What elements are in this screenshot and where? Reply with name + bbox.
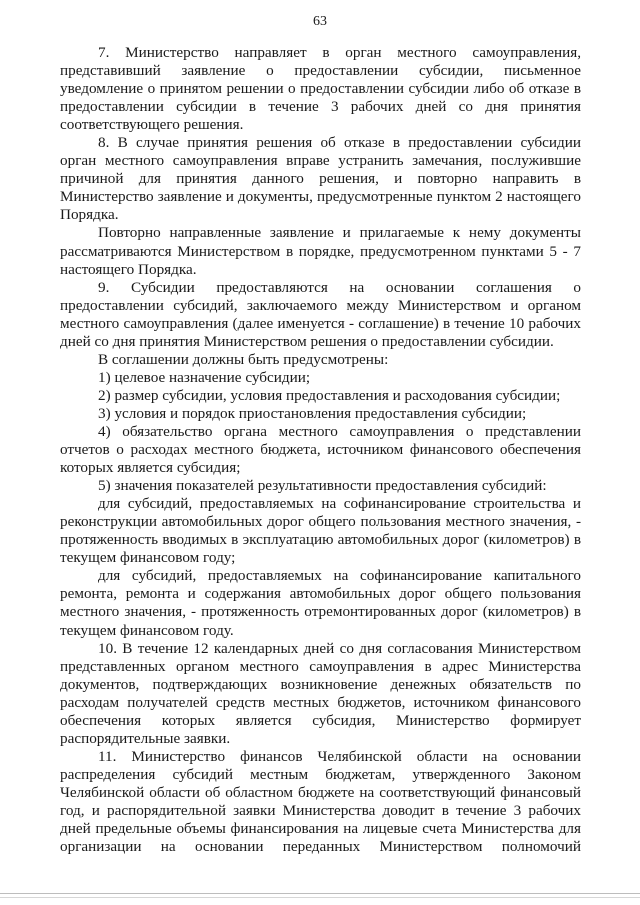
list-item-2: 2) размер субсидии, условия предоставления и расходования субсидии;	[98, 386, 561, 404]
paragraph-8: 8. В случае принятия решения об отказе в предоставлении субсидии орган местного самоуправления вправе устранить замечания, послужившие причиной для принятия данного решения, и повторно направить в Министерство заявление и документы, предусмотренные пунктом 2 настоящего Порядка.	[60, 134, 581, 224]
paragraph-11: 11. Министерство финансов Челябинской области на основании распределения субсидий местным бюджетам, утвержденного Законом Челябинской области об областном бюджете на соответствующий финансовый год, и распорядительной заявки Министерства доводит в течение 3 рабочих дней предельные объемы финансирования на лицевые счета Министерства для организации на основании переданных Министерством полномочий	[60, 747, 581, 856]
paragraph-7: 7. Министерство направляет в орган местного самоуправления, представивший заявление о предоставлении субсидии, письменное уведомление о принятом решении о предоставлении субсидии либо об отказе в предоставлении субсидии в течение 3 рабочих дней со дня принятия соответствующего решения.	[60, 44, 581, 134]
list-item-3: 3) условия и порядок приостановления предоставления субсидии;	[98, 404, 527, 422]
list-item-5: 5) значения показателей результативности предоставления субсидий:	[98, 477, 547, 495]
page-bottom-edge	[0, 893, 640, 894]
document-body	[60, 44, 581, 856]
indicator-construction: для субсидий, предоставляемых на софинансирование строительства и реконструкции автомобильных дорог общего пользования местного значения, - протяженность вводимых в эксплуатацию автомобильных дорог (километров) в текущем финансовом году;	[60, 495, 581, 567]
page-number: 63	[313, 14, 327, 29]
paragraph-10: 10. В течение 12 календарных дней со дня согласования Министерством представленных органом местного самоуправления в адрес Министерства документов, подтверждающих возникновение денежных обязательств по расходам получателей средств местных бюджетов, источником финансового обеспечения которых является субсидия, Министерство формирует распорядительные заявки.	[60, 639, 581, 747]
page-bottom-edge-shadow	[0, 897, 640, 898]
indicator-repair: для субсидий, предоставляемых на софинансирование капитального ремонта, ремонта и содержания автомобильных дорог общего пользования местного значения, - протяженность отремонтированных дорог (километров) в текущем финансовом году.	[60, 567, 581, 639]
paragraph-8-repeat-submission: Повторно направленные заявление и прилагаемые к нему документы рассматриваются Министерством в порядке, предусмотренном пунктами 5 - 7 настоящего Порядка.	[60, 224, 581, 278]
list-item-1: 1) целевое назначение субсидии;	[98, 368, 311, 386]
paragraph-agreement-intro: В соглашении должны быть предусмотрены:	[98, 350, 389, 368]
list-item-4: 4) обязательство органа местного самоуправления о представлении отчетов о расходах местного бюджета, источником финансового обеспечения которых является субсидия;	[60, 422, 581, 477]
paragraph-9: 9. Субсидии предоставляются на основании соглашения о предоставлении субсидий, заключаемого между Министерством и органом местного самоуправления (далее именуется - соглашение) в течение 10 рабочих дней со дня принятия Министерством решения о предоставлении субсидии.	[60, 278, 581, 350]
